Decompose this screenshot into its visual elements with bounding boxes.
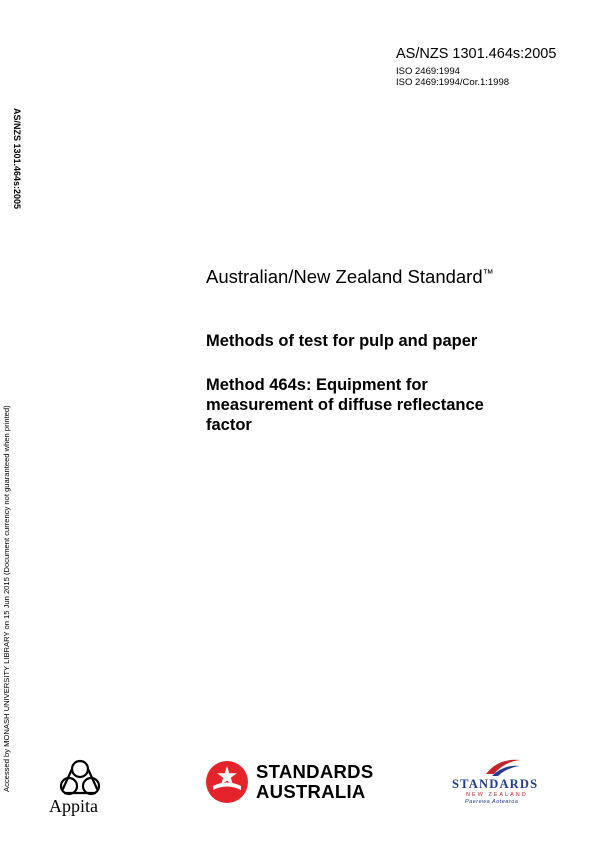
standards-australia-line2: AUSTRALIA <box>256 781 366 802</box>
nz-swoosh-icon <box>484 756 522 778</box>
standard-type-text: Australian/New Zealand Standard <box>206 266 483 287</box>
iso-corrigendum-reference: ISO 2469:1994/Cor.1:1998 <box>396 77 510 88</box>
method-title-line: Method 464s: Equipment for <box>206 376 428 394</box>
spine-standard-number: AS/NZS 1301.464s:2005 <box>12 108 22 210</box>
iso-reference: ISO 2469:1994 <box>396 66 460 77</box>
access-notice: Accessed by MONASH UNIVERSITY LIBRARY on 15 Jun 2015 (Document currency not guaranteed when printed) <box>2 405 11 792</box>
standards-nz-subtitle: NEW ZEALAND <box>466 792 528 798</box>
standards-nz-title: STANDARDS <box>452 777 539 791</box>
standards-australia-line1: STANDARDS <box>256 761 374 782</box>
star-emblem-icon <box>205 760 249 804</box>
standards-nz-maori: Paerewa Aotearoa <box>465 799 519 805</box>
method-title <box>206 375 536 435</box>
trademark-symbol: ™ <box>482 268 494 280</box>
method-title-line: measurement of diffuse reflectance <box>206 396 484 414</box>
standard-type-title <box>206 266 494 288</box>
standard-number: AS/NZS 1301.464s:2005 <box>396 46 557 62</box>
appita-logo-label: Appita <box>49 796 98 816</box>
method-title-line: factor <box>206 416 252 434</box>
document-subtitle: Methods of test for pulp and paper <box>206 332 478 350</box>
